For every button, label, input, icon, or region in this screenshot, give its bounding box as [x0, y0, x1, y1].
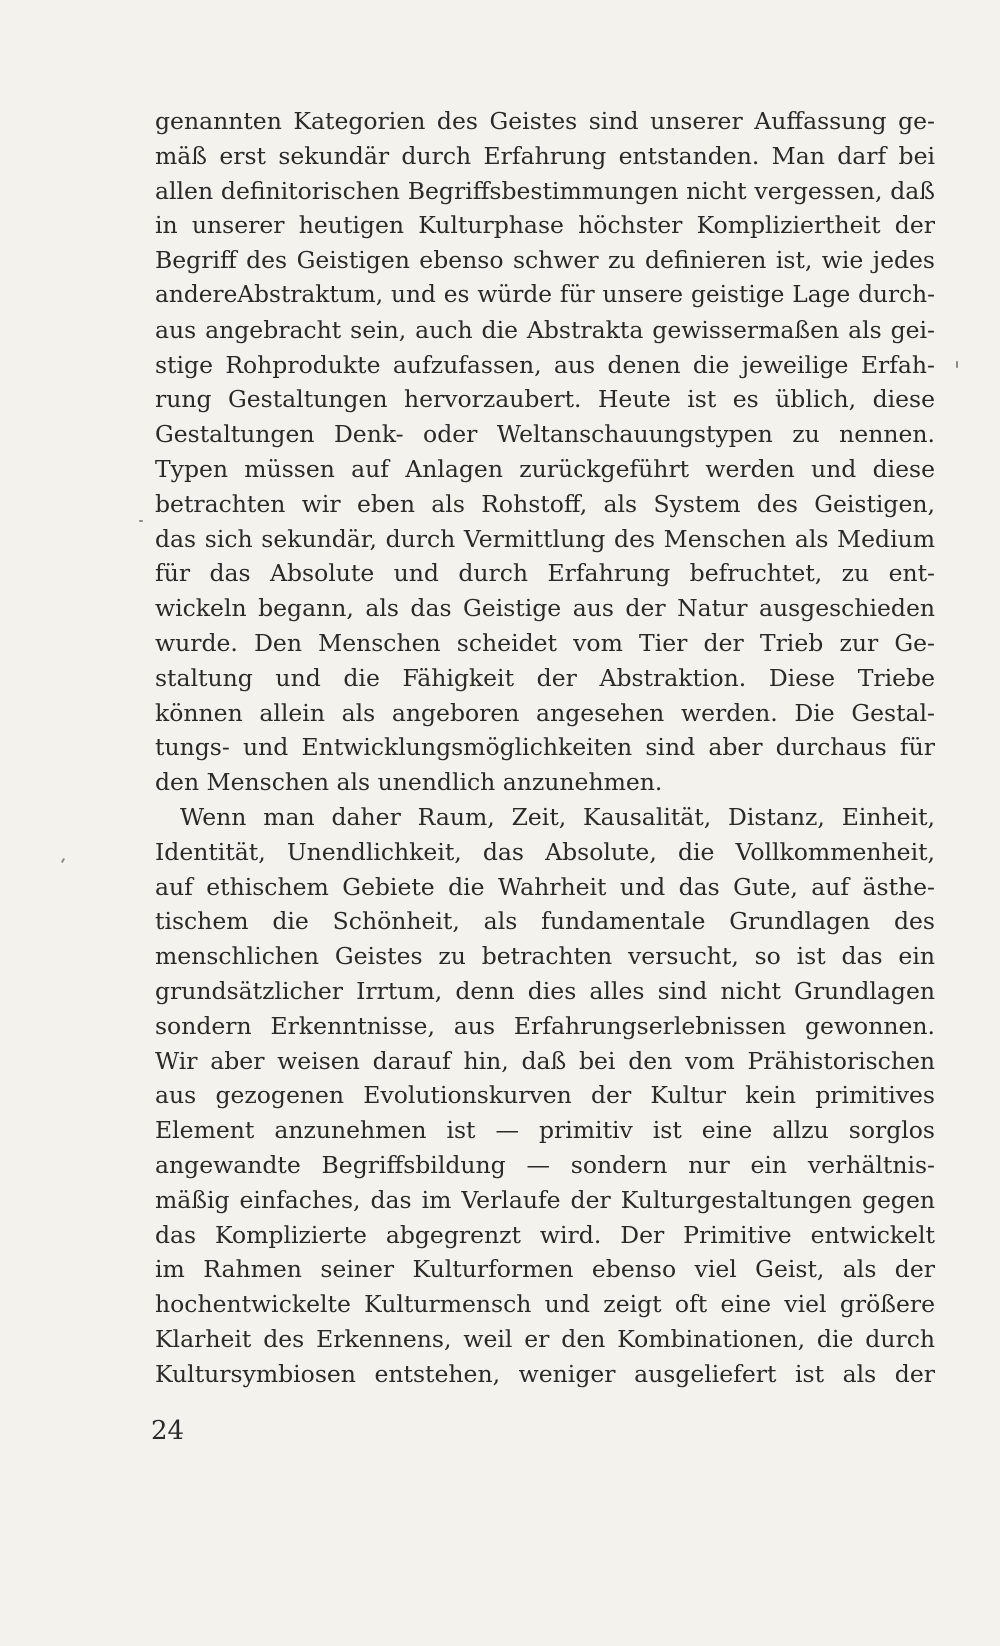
text-line: in unserer heutigen Kulturphase höchster Kompliziertheit der	[155, 211, 935, 240]
text-line: Wenn man daher Raum, Zeit, Kausalität, Distanz, Einheit,	[180, 802, 935, 831]
text-line: Typen müssen auf Anlagen zurückgeführt werden und diese	[155, 454, 935, 483]
text-line: Wir aber weisen darauf hin, daß bei den vom Prähistorischen	[155, 1046, 935, 1075]
text-line: betrachten wir eben als Rohstoff, als System des Geistigen,	[155, 489, 935, 518]
text-line: stige Rohprodukte aufzufassen, aus denen die jeweilige Erfah-	[155, 350, 935, 379]
text-line: das Komplizierte abgegrenzt wird. Der Primitive entwickelt	[155, 1220, 935, 1249]
text-line: menschlichen Geistes zu betrachten versucht, so ist das ein	[155, 942, 935, 971]
text-line: Kultursymbiosen entstehen, weniger ausgeliefert ist als der	[155, 1359, 935, 1388]
text-line: auf ethischem Gebiete die Wahrheit und das Gute, auf ästhe-	[155, 872, 935, 901]
page-number: 24	[151, 1416, 185, 1446]
text-line: tischem die Schönheit, als fundamentale Grundlagen des	[155, 907, 935, 936]
text-line: den Menschen als unendlich anzunehmen.	[155, 768, 663, 797]
text-line: für das Absolute und durch Erfahrung befruchtet, zu ent-	[155, 559, 935, 588]
text-line: genannten Kategorien des Geistes sind unserer Auffassung ge-	[155, 107, 935, 135]
text-line: andereAbstraktum, und es würde für unsere geistige Lage durch-	[155, 280, 935, 308]
text-line: wurde. Den Menschen scheidet vom Tier der Trieb zur Ge-	[155, 628, 935, 657]
text-line: rung Gestaltungen hervorzaubert. Heute ist es üblich, diese	[155, 385, 935, 414]
paragraph	[155, 104, 935, 800]
text-line: können allein als angeboren angesehen werden. Die Gestal-	[155, 698, 935, 727]
text-line: im Rahmen seiner Kulturformen ebenso viel Geist, als der	[155, 1255, 935, 1284]
text-line: staltung und die Fähigkeit der Abstraktion. Diese Triebe	[155, 663, 935, 692]
text-line: Klarheit des Erkennens, weil er den Kombinationen, die durch	[155, 1324, 935, 1353]
paragraph	[155, 800, 935, 1392]
text-line: Begriff des Geistigen ebenso schwer zu definieren ist, wie jedes	[155, 246, 935, 275]
text-line: aus angebracht sein, auch die Abstrakta gewissermaßen als gei-	[155, 315, 935, 344]
paper-speck	[139, 520, 143, 522]
text-line: sondern Erkenntnisse, aus Erfahrungserlebnissen gewonnen.	[155, 1011, 935, 1040]
text-line: das sich sekundär, durch Vermittlung des Menschen als Medium	[155, 524, 935, 553]
text-line: mäßig einfaches, das im Verlaufe der Kulturgestaltungen gegen	[155, 1185, 935, 1214]
body-text	[155, 104, 935, 1391]
text-line: allen definitorischen Begriffsbestimmungen nicht vergessen, daß	[155, 176, 935, 205]
text-line: grundsätzlicher Irrtum, denn dies alles sind nicht Grundlagen	[155, 976, 935, 1005]
text-line: Element anzunehmen ist — primitiv ist eine allzu sorglos	[155, 1116, 935, 1145]
text-line: mäß erst sekundär durch Erfahrung entstanden. Man darf bei	[155, 141, 935, 170]
text-line: angewandte Begriffsbildung — sondern nur ein verhältnis-	[155, 1150, 935, 1179]
text-line: aus gezogenen Evolutionskurven der Kultur kein primitives	[155, 1081, 935, 1110]
text-line: Identität, Unendlichkeit, das Absolute, die Vollkommenheit,	[155, 837, 935, 866]
text-line: tungs- und Entwicklungsmöglichkeiten sind aber durchaus für	[155, 733, 935, 762]
text-line: hochentwickelte Kulturmensch und zeigt oft eine viel größere	[155, 1290, 935, 1319]
paper-speck	[956, 361, 958, 368]
text-line: Gestaltungen Denk- oder Weltanschauungstypen zu nennen.	[155, 420, 935, 449]
text-line: wickeln begann, als das Geistige aus der Natur ausgeschieden	[155, 594, 935, 623]
paper-speck	[61, 858, 65, 863]
